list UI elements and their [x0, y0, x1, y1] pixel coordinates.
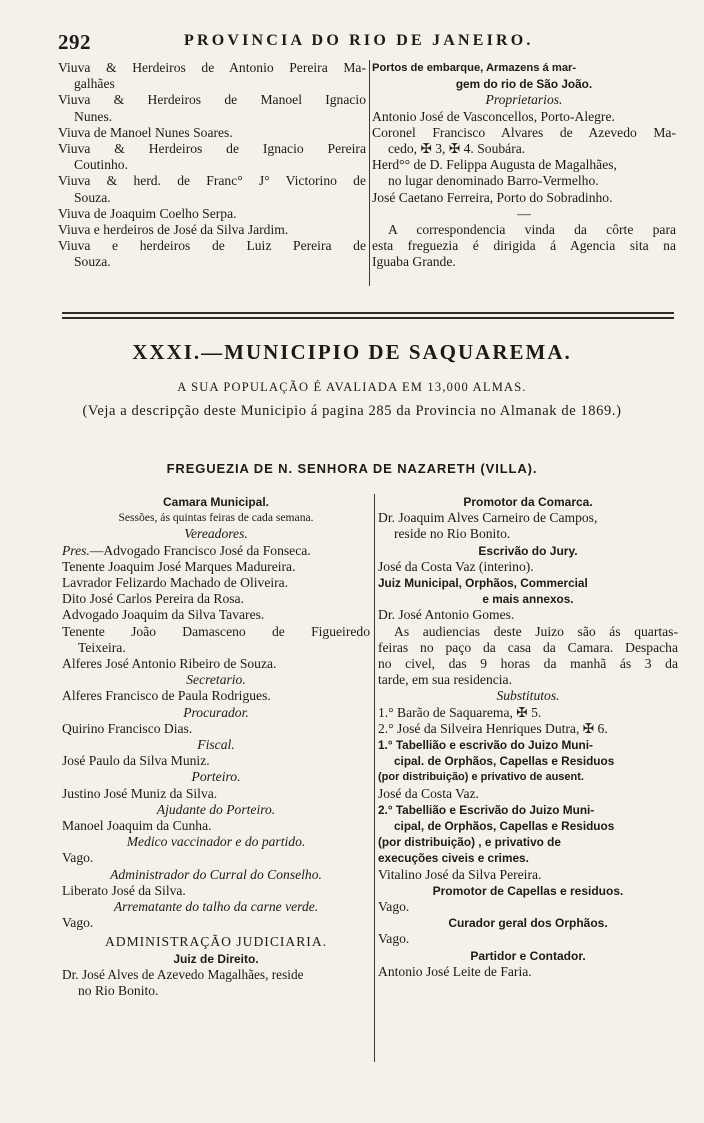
list-item: Antonio José de Vasconcellos, Porto-Alegre. [372, 108, 615, 124]
list-item: Viuva e herdeiros de Luiz Pereira de [58, 238, 366, 254]
list-item: Vago. [378, 899, 410, 915]
list-item: no lugar denominado Barro-Vermelho. [388, 173, 599, 189]
role-heading: Promotor de Capellas e residuos. [432, 883, 624, 898]
list-item: Coronel Francisco Alvares de Azevedo Ma- [372, 124, 676, 140]
list-item: Vago. [62, 915, 94, 931]
list-item: José da Costa Vaz. [378, 785, 479, 801]
role-heading: 2.° Tabellião e Escrivão do Juizo Muni- [378, 802, 595, 817]
list-item: Viuva de Manoel Nunes Soares. [58, 124, 233, 140]
role-heading: Porteiro. [191, 769, 241, 785]
list-item: Dr. José Alves de Azevedo Magalhães, reside [62, 966, 304, 982]
list-item: 2.° José da Silveira Henriques Dutra, ✠ 6. [378, 720, 608, 736]
list-item: Dr. José Antonio Gomes. [378, 607, 515, 623]
role-heading: Administrador do Curral do Conselho. [110, 866, 322, 882]
top-right-column [372, 60, 676, 271]
list-item: Lavrador Felizardo Machado de Oliveira. [62, 575, 289, 591]
list-item: Vago. [378, 931, 410, 947]
list-item: Viuva & Herdeiros de Antonio Pereira Ma- [58, 60, 366, 75]
list-item: Nunes. [74, 108, 113, 124]
role-heading: Procurador. [183, 704, 249, 720]
list-item: Viuva & Herdeiros de Ignacio Pereira [58, 141, 366, 157]
role-heading: Ajudante do Porteiro. [156, 801, 276, 817]
list-item [62, 543, 370, 559]
list-item: Vago. [62, 850, 94, 866]
list-item: Viuva e herdeiros de José da Silva Jardim. [58, 222, 289, 238]
bottom-right-column [378, 494, 678, 980]
list-item: Vitalino José da Silva Pereira. [378, 866, 542, 882]
list-item: Justino José Muniz da Silva. [62, 785, 218, 801]
column-divider-bottom [374, 494, 375, 1062]
column-divider-top [369, 60, 370, 286]
proprietarios-heading: Proprietarios. [485, 92, 563, 108]
reference-note: (Veja a descripção deste Municipio á pagina 285 da Provincia no Almanak de 1869.) [82, 403, 622, 419]
freguezia-heading: FREGUEZIA DE N. SENHORA DE NAZARETH (VILLA). [166, 461, 538, 476]
section-rule-top [62, 312, 674, 314]
role-heading: Juiz de Direito. [173, 951, 259, 966]
role-heading-cont: (por distribuição) , e privativo de [378, 835, 561, 850]
correspondencia-text: Iguaba Grande. [372, 254, 456, 270]
list-item: Alferes José Antonio Ribeiro de Souza. [62, 656, 277, 672]
running-title: PROVINCIA DO RIO DE JANEIRO. [184, 32, 534, 49]
list-item: Manoel Joaquim da Cunha. [62, 818, 212, 834]
pres-name: —Advogado Francisco José da Fonseca. [89, 542, 311, 558]
page-number: 292 [58, 30, 91, 54]
role-heading: 1.° Tabellião e escrivão do Juizo Muni- [378, 738, 593, 753]
role-heading: Arrematante do talho da carne verde. [113, 899, 319, 915]
role-heading: Escrivão do Jury. [478, 543, 578, 558]
role-heading-cont: execuções civeis e crimes. [378, 851, 529, 866]
list-item: Antonio José Leite de Faria. [378, 963, 532, 979]
top-left-column [58, 60, 366, 271]
correspondencia-text: esta freguezia é dirigida á Agencia sita na [372, 238, 676, 254]
role-heading-cont: cipal. de Orphãos, Capellas e Residuos [394, 754, 615, 769]
list-item: cedo, ✠ 3, ✠ 4. Soubára. [388, 141, 526, 157]
role-heading-cont: e mais annexos. [482, 592, 574, 607]
portos-heading-cont: gem do rio de São João. [455, 77, 593, 92]
list-item: galhães [74, 76, 115, 92]
separator-dash: — [517, 205, 531, 221]
correspondencia-text: A correspondencia vinda da côrte para [388, 222, 676, 238]
list-item: Quirino Francisco Dias. [62, 720, 193, 736]
list-item: Viuva de Joaquim Coelho Serpa. [58, 205, 237, 221]
list-item: Herd°° de D. Felippa Augusta de Magalhães, [372, 157, 617, 173]
pres-label: Pres. [62, 542, 90, 558]
list-item: José Paulo da Silva Muniz. [62, 753, 210, 769]
role-heading: Vereadores. [184, 526, 248, 542]
list-item: Viuva & herd. de Franc° J° Victorino de [58, 173, 366, 189]
audiencias-text: As audiencias deste Juizo são ás quartas- [394, 623, 678, 639]
role-heading: Curador geral dos Orphãos. [448, 916, 608, 931]
list-item: Liberato José da Silva. [62, 882, 186, 898]
list-item: Teixeira. [78, 639, 126, 655]
page-header [58, 30, 676, 56]
audiencias-text: feiras no paço da casa da Camara. Despacha [378, 639, 678, 655]
list-item: Dr. Joaquim Alves Carneiro de Campos, [378, 510, 598, 526]
list-item: Alferes Francisco de Paula Rodrigues. [62, 688, 271, 704]
role-heading-cont: cipal, de Orphãos, Capellas e Residuos [394, 819, 615, 834]
municipio-title: XXXI.—MUNICIPIO DE SAQUAREMA. [132, 340, 572, 364]
list-item: Tenente João Damasceno de Figueiredo [62, 623, 370, 639]
role-heading: Partidor e Contador. [470, 948, 586, 963]
sessoes-note: Sessões, ás quintas feiras de cada semana. [118, 511, 314, 525]
section-rule-bottom [62, 317, 674, 319]
section-heading: Promotor da Comarca. [463, 495, 593, 509]
role-heading-cont: (por distribuição) e privativo de ausent. [378, 771, 584, 784]
list-item: reside no Rio Bonito. [394, 526, 511, 542]
list-item: José da Costa Vaz (interino). [378, 558, 534, 574]
list-item: Coutinho. [74, 157, 129, 173]
role-heading: Substitutos. [496, 688, 560, 704]
list-item: Viuva & Herdeiros de Manoel Ignacio [58, 92, 366, 108]
population-line: A SUA POPULAÇÃO É AVALIADA EM 13,000 ALMAS. [177, 380, 527, 394]
section-heading: Camara Municipal. [162, 495, 270, 509]
audiencias-text: tarde, em sua residencia. [378, 672, 512, 688]
list-item: José Caetano Ferreira, Porto do Sobradinho. [372, 189, 613, 205]
list-item: no Rio Bonito. [78, 983, 159, 999]
audiencias-text: no civel, das 9 horas da manhã ás 3 da [378, 656, 678, 672]
bottom-left-column [62, 494, 370, 999]
role-heading: Fiscal. [197, 737, 235, 753]
role-heading: Medico vaccinador e do partido. [126, 834, 306, 850]
portos-heading: Portos de embarque, Armazens á mar- [372, 62, 577, 74]
list-item: Dito José Carlos Pereira da Rosa. [62, 591, 244, 607]
list-item: Souza. [74, 189, 111, 205]
section-heading: ADMINISTRAÇÃO JUDICIARIA. [104, 934, 328, 950]
list-item: Souza. [74, 254, 111, 270]
list-item: Tenente Joaquim José Marques Madureira. [62, 558, 296, 574]
list-item: Advogado Joaquim da Silva Tavares. [62, 607, 265, 623]
role-heading: Secretario. [186, 672, 246, 688]
list-item: 1.° Barão de Saquarema, ✠ 5. [378, 704, 542, 720]
role-heading: Juiz Municipal, Orphãos, Commercial [378, 576, 588, 591]
